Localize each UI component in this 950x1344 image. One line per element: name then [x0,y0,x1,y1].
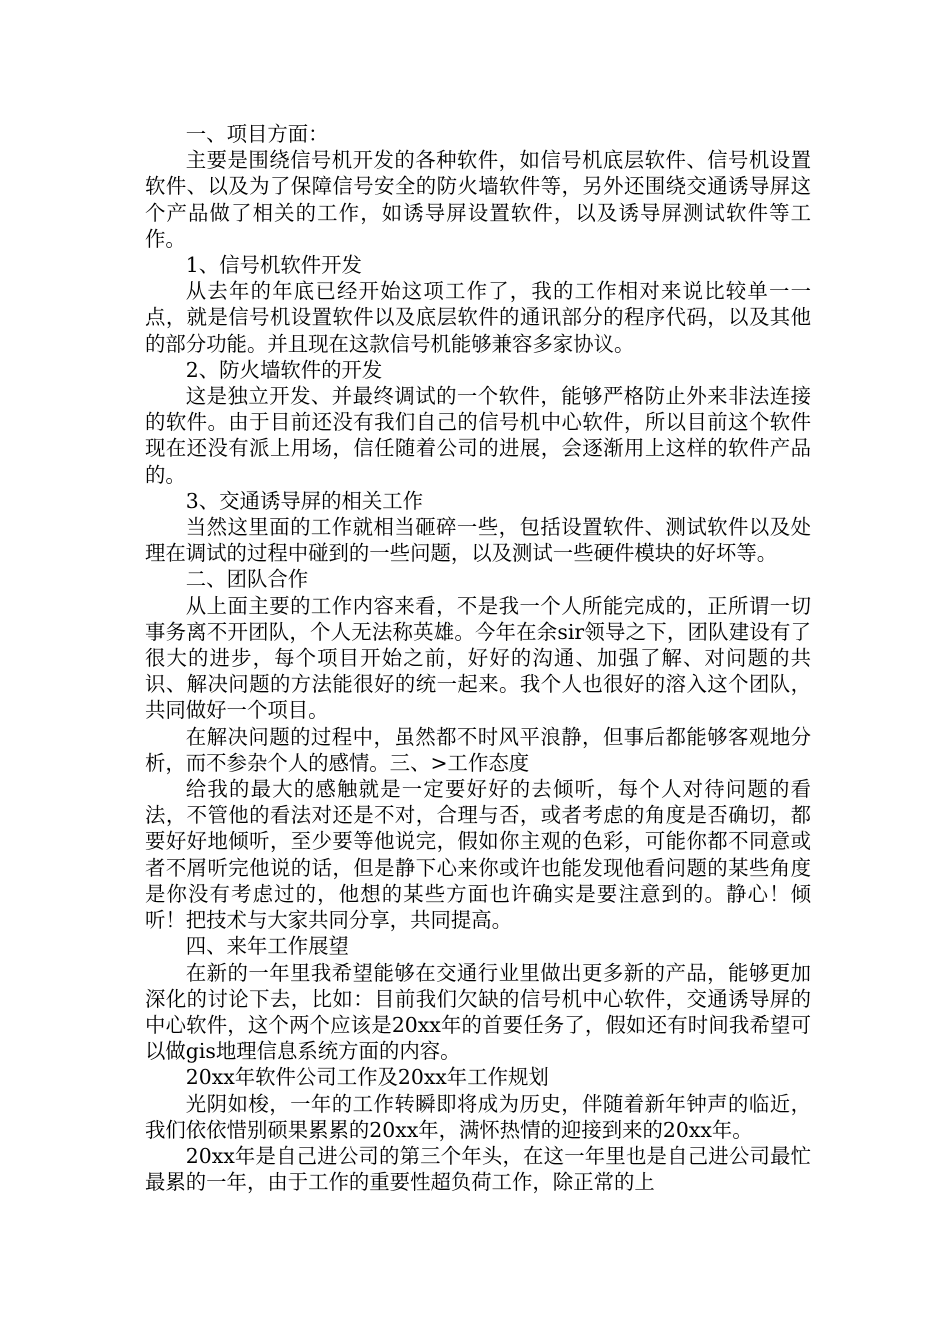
heading-teamwork: 二、团队合作 [185,567,309,592]
paragraph-third-year: 20xx年是自己进公司的第三个年头，在这一年里也是自己进公司最忙最累的一年，由于工作的重要性超负荷工作，除正常的上 [145,1143,811,1195]
subheading-guidance-screen: 3、交通诱导屏的相关工作 [185,488,424,513]
paragraph-new-year-intro: 光阴如梭，一年的工作转瞬即将成为历史，伴随着新年钟声的临近，我们依依惜别硕果累累的20xx年，满怀热情的迎接到来的20xx年。 [145,1091,811,1142]
paragraph-teamwork: 从上面主要的工作内容来看，不是我一个人所能完成的，正所谓一切事务离不开团队，个人无法称英雄。今年在余sir领导之下，团队建设有了很大的进步，每个项目开始之前，好好的沟通、加强了解、对问题的共识、解决问题的方法能很好的统一起来。我个人也很好的溶入这个团队，共同做好一个项目。 [145,593,811,723]
document-body [145,121,811,1195]
title-work-plan: 20xx年软件公司工作及20xx年工作规划 [185,1065,549,1090]
paragraph-guidance-screen: 当然这里面的工作就相当砸碎一些，包括设置软件、测试软件以及处理在调试的过程中碰到的一些问题，以及测试一些硬件模块的好坏等。 [145,515,811,566]
heading-project: 一、项目方面： [185,122,329,146]
paragraph-next-year-outlook: 在新的一年里我希望能够在交通行业里做出更多新的产品，能够更加深化的讨论下去，比如：目前我们欠缺的信号机中心软件，交通诱导屏的中心软件，这个两个应该是20xx年的首要任务了，假如还有时间我希望可以做gis地理信息系统方面的内容。 [145,960,811,1064]
paragraph-problem-solving: 在解决问题的过程中，虽然都不时风平浪静，但事后都能够客观地分析，而不参杂个人的感情。三、>工作态度 [145,724,811,775]
paragraph-firewall-software: 这是独立开发、并最终调试的一个软件，能够严格防止外来非法连接的软件。由于目前还没有我们自己的信号机中心软件，所以目前这个软件现在还没有派上用场，信任随着公司的进展，会逐渐用上这样的软件产品的。 [145,384,811,487]
paragraph-project-summary: 主要是围绕信号机开发的各种软件，如信号机底层软件、信号机设置软件、以及为了保障信号安全的防火墙软件等，另外还围绕交通诱导屏这个产品做了相关的工作，如诱导屏设置软件，以及诱导屏测试软件等工作。 [145,148,811,251]
paragraph-work-attitude: 给我的最大的感触就是一定要好好的去倾听，每个人对待问题的看法，不管他的看法对还是不对，合理与否，或者考虑的角度是否确切，都要好好地倾听，至少要等他说完，假如你主观的色彩，可能你都不同意或者不屑听完他说的话，但是静下心来你或许也能发现他看问题的某些角度是你没有考虑过的，他想的某些方面也许确实是要注意到的。静心！倾听！把技术与大家共同分享，共同提高。 [145,777,811,933]
paragraph-signal-software: 从去年的年底已经开始这项工作了，我的工作相对来说比较单一一点，就是信号机设置软件以及底层软件的通讯部分的程序代码，以及其他的部分功能。并且现在这款信号机能够兼容多家协议。 [145,279,811,356]
subheading-signal-software: 1、信号机软件开发 [185,253,362,278]
heading-next-year-outlook: 四、来年工作展望 [185,934,349,959]
subheading-firewall-software: 2、防火墙软件的开发 [185,357,383,382]
